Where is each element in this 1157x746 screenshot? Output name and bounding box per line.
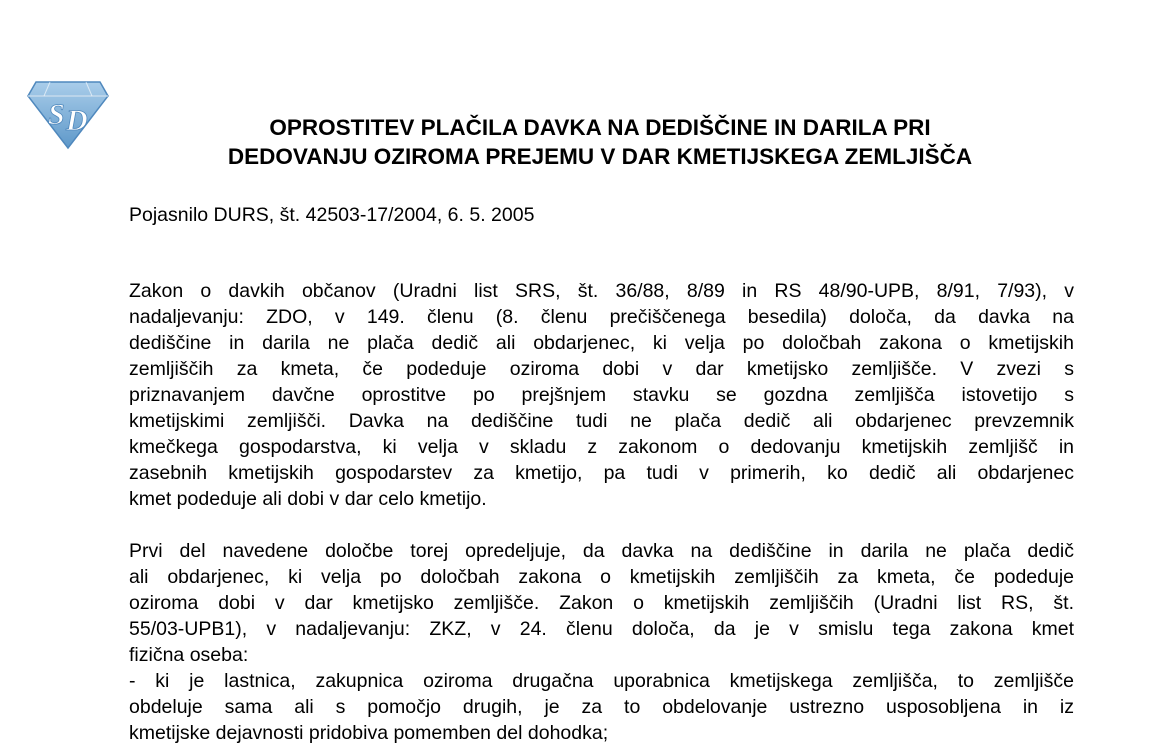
- text-line: zemljiščih za kmeta, če podeduje oziroma dobi v dar kmetijsko zemljišče. V zvezi s: [129, 358, 1074, 380]
- svg-text:S: S: [48, 98, 65, 131]
- paragraph-2: [129, 538, 1074, 746]
- text-line: kmet podeduje ali dobi v dar celo kmetijo.: [129, 488, 487, 510]
- text-line: nadaljevanju: ZDO, v 149. členu (8. členu prečiščenega besedila) določa, da davka na: [129, 306, 1074, 328]
- text-line: kmetijske dejavnosti pridobiva pomemben del dohodka;: [129, 722, 609, 744]
- durs-diamond-logo-icon: [26, 78, 110, 150]
- text-line: Zakon o davkih občanov (Uradni list SRS, št. 36/88, 8/89 in RS 48/90-UPB, 8/91, 7/93), v: [129, 280, 1074, 302]
- text-line: 55/03-UPB1), v nadaljevanju: ZKZ, v 24. členu določa, da je v smislu tega zakona kmet: [129, 618, 1074, 640]
- document-reference: Pojasnilo DURS, št. 42503-17/2004, 6. 5. 2005: [129, 204, 535, 226]
- text-line: Prvi del navedene določbe torej opredeljuje, da davka na dediščine in darila ne plača dedič: [129, 540, 1074, 562]
- text-line: oziroma dobi v dar kmetijsko zemljišče. Zakon o kmetijskih zemljiščih (Uradni list RS, št.: [129, 592, 1074, 614]
- title-line-2: DEDOVANJU OZIROMA PREJEMU V DAR KMETIJSKEGA ZEMLJIŠČA: [227, 144, 973, 169]
- paragraph-1: [129, 278, 1074, 512]
- svg-text:D: D: [66, 104, 88, 137]
- text-line: zasebnih kmetijskih gospodarstev za kmetijo, pa tudi v primerih, ko dedič ali obdarjenec: [129, 462, 1074, 484]
- text-line: fizična oseba:: [129, 644, 249, 666]
- title-line-1: OPROSTITEV PLAČILA DAVKA NA DEDIŠČINE IN DARILA PRI: [269, 115, 931, 140]
- text-line: kmetijskimi zemljišči. Davka na dediščine tudi ne plača dedič ali obdarjenec prevzemnik: [129, 410, 1074, 432]
- text-line: ali obdarjenec, ki velja po določbah zakona o kmetijskih zemljiščih za kmeta, če podeduje: [129, 566, 1074, 588]
- text-line: priznavanjem davčne oprostitve po prejšnjem stavku se gozdna zemljišča istovetijo s: [129, 384, 1074, 406]
- text-line: - ki je lastnica, zakupnica oziroma drugačna uporabnica kmetijskega zemljišča, to zemljišče: [129, 670, 1074, 692]
- text-line: obdeluje sama ali s pomočjo drugih, je za to obdelovanje ustrezno usposobljena in iz: [129, 696, 1074, 718]
- document-title: [130, 113, 1070, 171]
- text-line: kmečkega gospodarstva, ki velja v skladu z zakonom o dedovanju kmetijskih zemljišč in: [129, 436, 1074, 458]
- text-line: dediščine in darila ne plača dedič ali obdarjenec, ki velja po določbah zakona o kmetijskih: [129, 332, 1074, 354]
